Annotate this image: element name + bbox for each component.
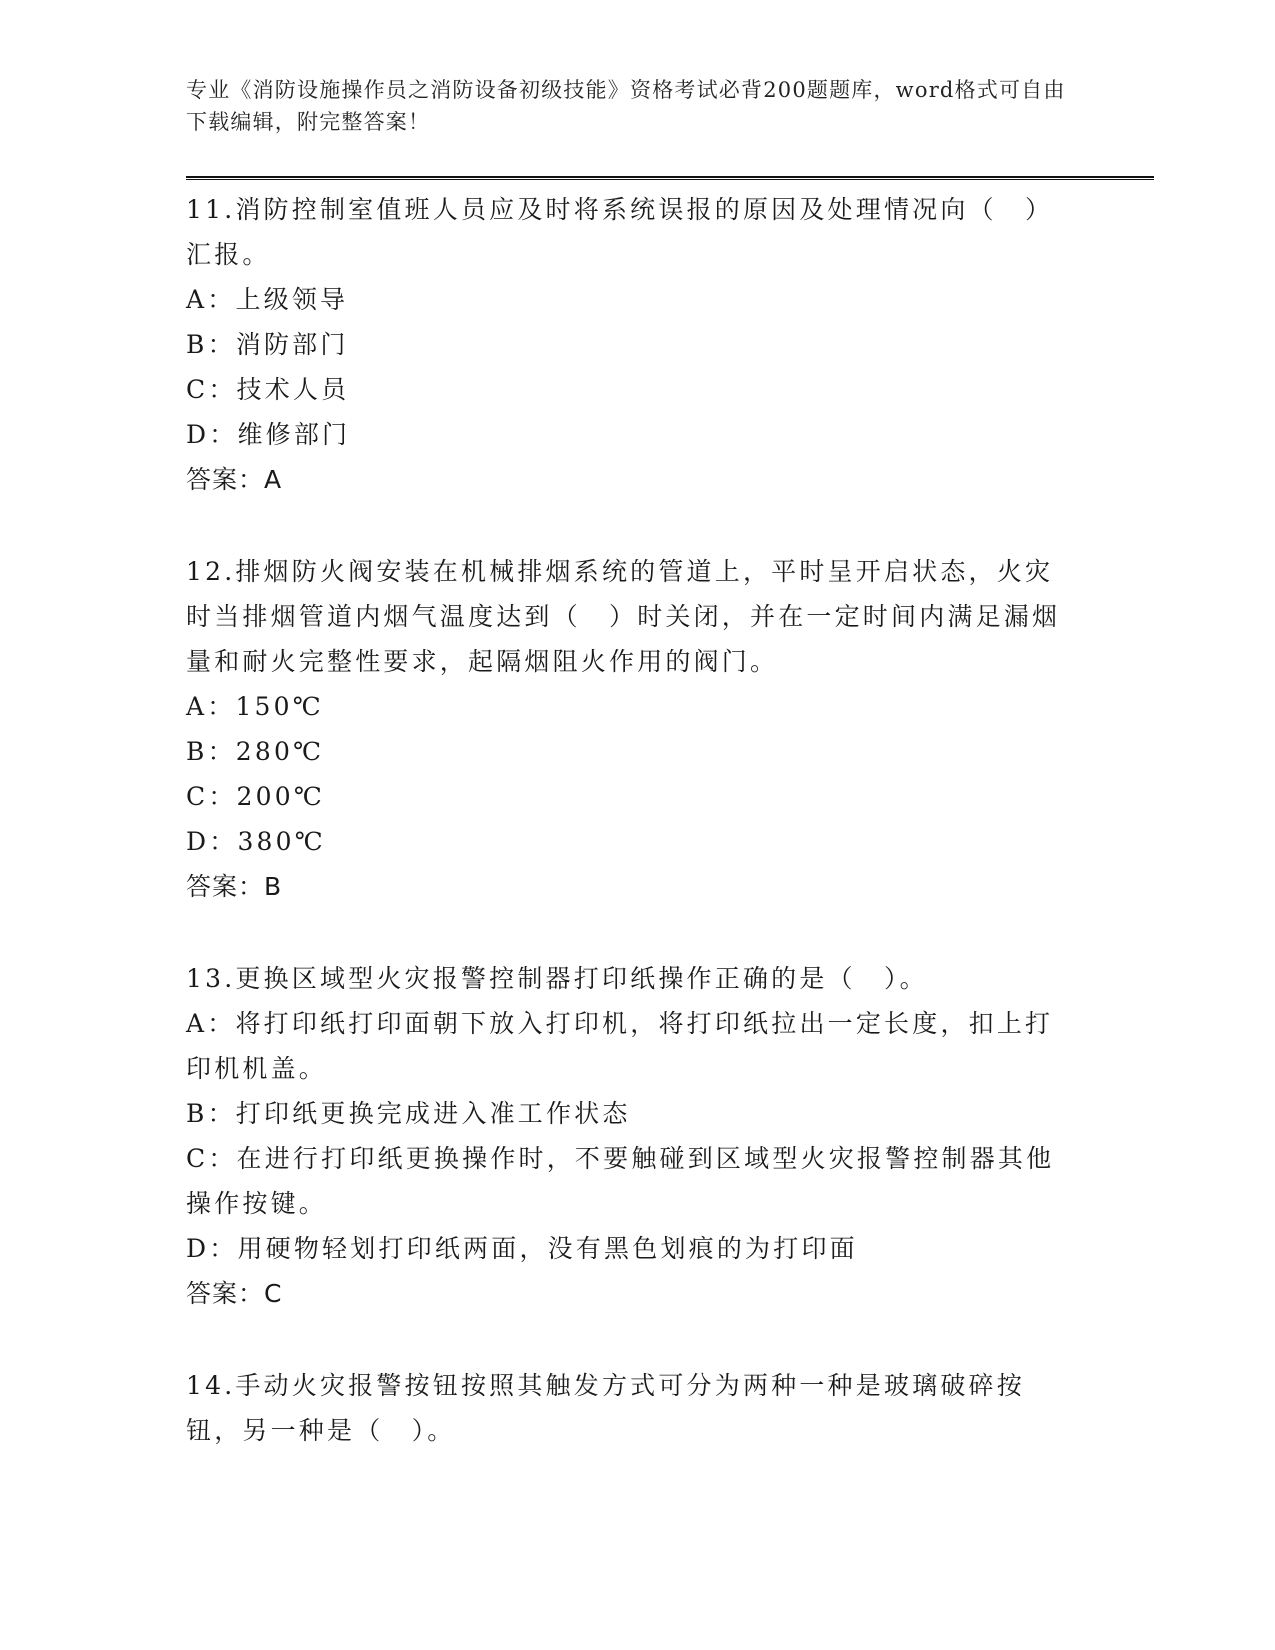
option-a: A：150℃	[186, 692, 324, 721]
option-d: D：380℃	[186, 827, 326, 856]
question-stem: 14.手动火灾报警按钮按照其触发方式可分为两种一种是玻璃破碎按钮，另一种是（ ）。	[186, 1371, 1025, 1445]
document-header-note: 专业《消防设施操作员之消防设备初级技能》资格考试必背200题题库，word格式可自由下载编辑，附完整答案！	[186, 78, 1066, 134]
question-12	[186, 549, 1066, 909]
answer: 答案：C	[186, 1279, 283, 1308]
question-list	[186, 187, 1066, 1500]
option-d: D：用硬物轻划打印纸两面，没有黑色划痕的为打印面	[186, 1234, 858, 1263]
option-b: B：280℃	[186, 737, 325, 766]
question-11	[186, 187, 1066, 502]
option-c: C：200℃	[186, 782, 326, 811]
option-a: A：将打印纸打印面朝下放入打印机，将打印纸拉出一定长度，扣上打印机机盖。	[186, 1009, 1054, 1083]
header-divider	[186, 176, 1154, 180]
option-d: D：维修部门	[186, 420, 351, 449]
answer: 答案：A	[186, 465, 283, 494]
question-stem: 11.消防控制室值班人员应及时将系统误报的原因及处理情况向（ ）汇报。	[186, 195, 1054, 269]
option-c: C：技术人员	[186, 375, 350, 404]
question-13	[186, 956, 1066, 1316]
option-c: C：在进行打印纸更换操作时，不要触碰到区域型火灾报警控制器其他操作按键。	[186, 1144, 1055, 1218]
question-stem: 12.排烟防火阀安装在机械排烟系统的管道上，平时呈开启状态，火灾时当排烟管道内烟气温度达到（ ）时关闭，并在一定时间内满足漏烟量和耐火完整性要求，起隔烟阻火作用的阀门。	[186, 557, 1061, 676]
option-b: B：打印纸更换完成进入准工作状态	[186, 1099, 631, 1128]
answer: 答案：B	[186, 872, 283, 901]
question-14	[186, 1363, 1066, 1453]
question-stem: 13.更换区域型火灾报警控制器打印纸操作正确的是（ ）。	[186, 964, 928, 993]
option-b: B：消防部门	[186, 330, 349, 359]
option-a: A：上级领导	[186, 285, 349, 314]
